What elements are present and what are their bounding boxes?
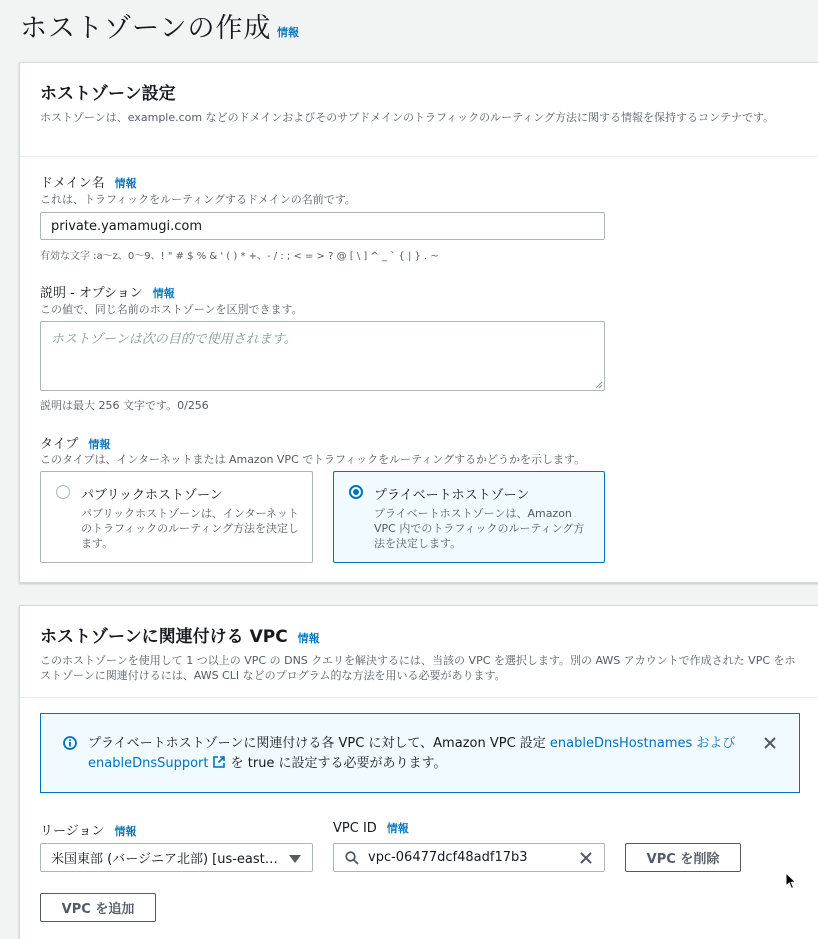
- resize-grip-icon[interactable]: [595, 381, 603, 389]
- description-info-link[interactable]: 情報: [152, 287, 175, 300]
- private-zone-desc: プライベートホストゾーンは、Amazon VPC 内でのトラフィックのルーティング方法を決定します。: [374, 507, 585, 550]
- external-link-icon[interactable]: [212, 755, 226, 769]
- alert-text-part2: を true に設定する必要があります。: [226, 756, 447, 771]
- region-select-value: 米国東部 (バージニア北部) [us-east…: [51, 852, 278, 867]
- domain-name-label: [40, 172, 137, 191]
- alert-message: [88, 734, 758, 774]
- vpc-id-value: vpc-06477dcf48adf17b3: [368, 850, 528, 865]
- vpc-id-search-input[interactable]: [333, 843, 605, 872]
- type-label: [40, 433, 110, 452]
- enable-dns-link[interactable]: enableDnsHostnames および enableDnsSupport: [88, 736, 736, 771]
- remove-vpc-button[interactable]: VPC を削除: [625, 843, 741, 872]
- panel-header: [20, 63, 818, 157]
- type-label-text: タイプ: [40, 437, 79, 452]
- alert-text-part1: プライベートホストゾーンに関連付ける各 VPC に対して、Amazon VPC 設定: [88, 736, 550, 751]
- public-zone-title: パブリックホストゾーン: [81, 488, 223, 503]
- vpc-panel-info-link[interactable]: 情報: [297, 632, 320, 645]
- close-icon[interactable]: [579, 851, 593, 865]
- region-label-text: リージョン: [40, 824, 105, 839]
- vpc-panel-title: [40, 622, 818, 647]
- description-sublabel: この値で、同じ名前のホストゾーンを区別できます。: [40, 303, 303, 316]
- region-info-link[interactable]: 情報: [114, 825, 137, 838]
- description-hint: 説明は最大 256 文字です。0/256: [40, 399, 209, 412]
- vpc-id-label-text: VPC ID: [333, 821, 377, 836]
- vpc-id-label: [333, 820, 409, 836]
- description-label: [40, 282, 175, 301]
- caret-down-icon: [289, 855, 301, 863]
- panel-title: ホストゾーン設定: [40, 84, 176, 104]
- vpc-panel-description: このホストゾーンを使用して 1 つ以上の VPC の DNS クエリを解決するには、当該の VPC を選択します。別の AWS アカウントで作成された VPC をホストゾーンに関連付けるには、AWS CLI などのプログラム的な方法を用いる必要があります。: [40, 654, 796, 682]
- info-circle-icon: [63, 736, 77, 750]
- vpc-panel-header: [20, 606, 818, 698]
- page-info-link[interactable]: 情報: [277, 26, 299, 39]
- type-sublabel: このタイプは、インターネットまたは Amazon VPC でトラフィックをルーティングするかどうかを示します。: [40, 453, 586, 466]
- domain-name-info-link[interactable]: 情報: [114, 177, 137, 190]
- description-textarea[interactable]: [40, 321, 605, 391]
- private-zone-title: プライベートホストゾーン: [374, 488, 530, 503]
- vpc-panel-title-text: ホストゾーンに関連付ける VPC: [40, 627, 288, 647]
- region-label: [40, 820, 136, 839]
- description-placeholder: ホストゾーンは次の目的で使用されます。: [51, 332, 297, 347]
- add-vpc-button[interactable]: VPC を追加: [40, 893, 156, 922]
- dns-settings-alert: [40, 713, 800, 793]
- mouse-cursor-icon: [785, 872, 797, 890]
- region-select[interactable]: [40, 843, 313, 872]
- page-title: ホストゾーンの作成: [20, 13, 272, 44]
- domain-name-input[interactable]: private.yamamugi.com: [40, 212, 605, 240]
- radio-private[interactable]: [349, 485, 363, 499]
- public-zone-desc: パブリックホストゾーンは、インターネットのトラフィックのルーティング方法を決定します。: [81, 507, 300, 550]
- domain-name-label-text: ドメイン名: [40, 176, 105, 191]
- description-label-text: 説明 - オプション: [40, 286, 143, 301]
- public-zone-option[interactable]: [40, 471, 313, 563]
- type-info-link[interactable]: 情報: [88, 438, 111, 451]
- domain-name-hint: 有効な文字 :a〜z、0〜9、! " # $ % & ' ( ) * +、- / : ; < = > ? @ [ \ ] ^ _ ` { | } . ~: [40, 251, 439, 262]
- search-icon: [345, 851, 359, 865]
- radio-public[interactable]: [56, 485, 70, 499]
- domain-name-sublabel: これは、トラフィックをルーティングするドメインの名前です。: [40, 193, 356, 206]
- vpc-id-info-link[interactable]: 情報: [386, 822, 409, 835]
- private-zone-option[interactable]: [333, 471, 605, 563]
- panel-description: ホストゾーンは、example.com などのドメインおよびそのサブドメインのトラフィックのルーティング方法に関する情報を保持するコンテナです。: [40, 111, 775, 124]
- close-icon[interactable]: [763, 736, 777, 750]
